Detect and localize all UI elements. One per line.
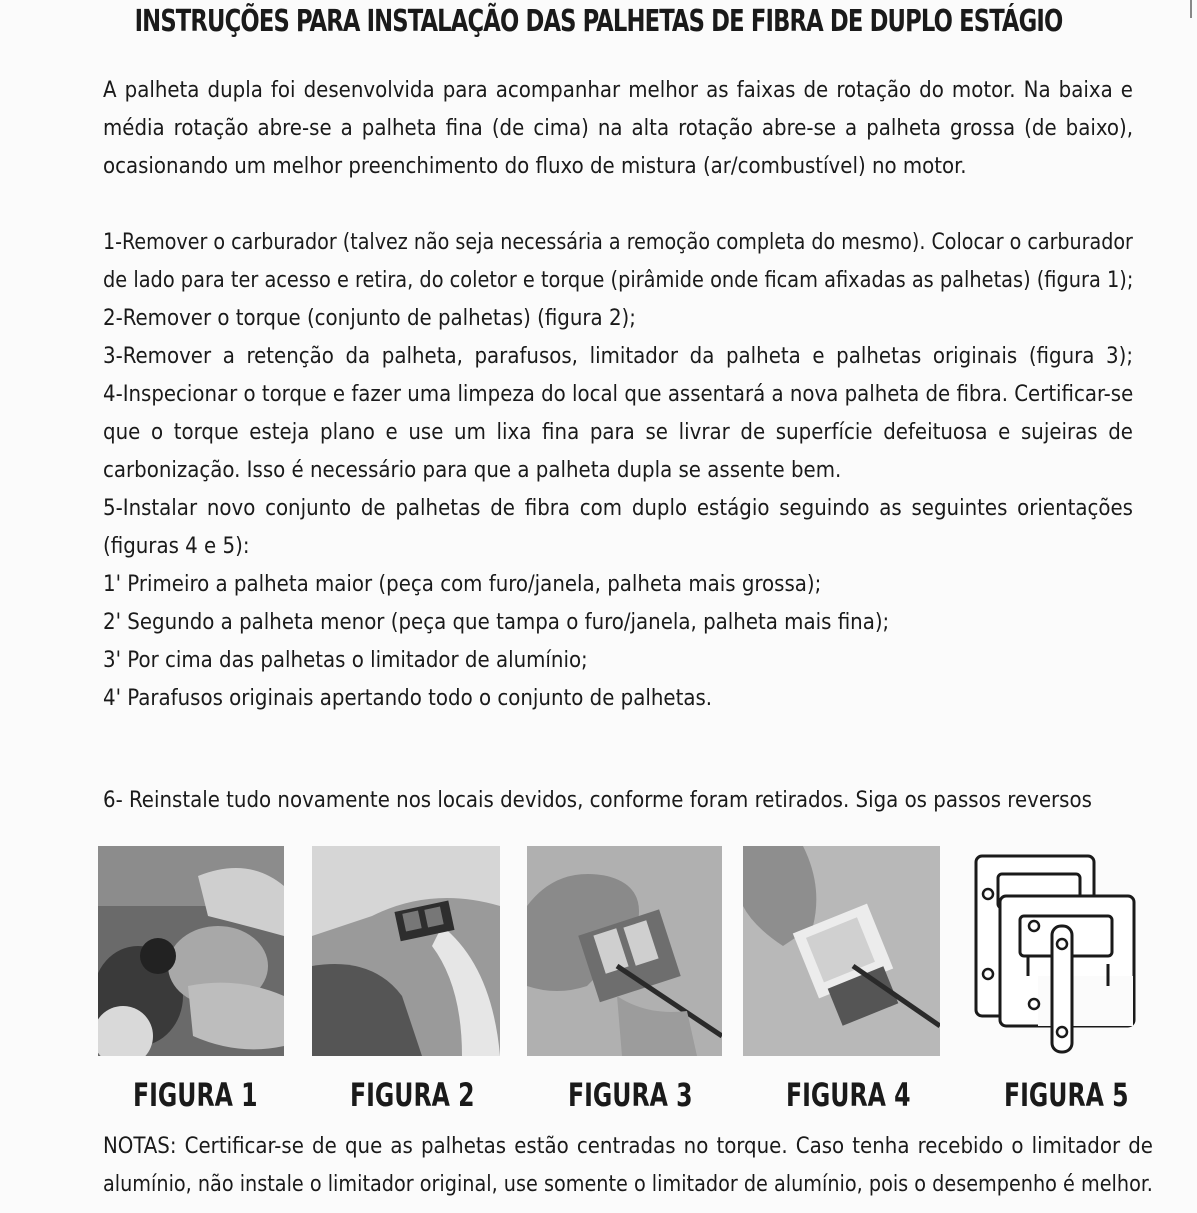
page-title: INSTRUÇÕES PARA INSTALAÇÃO DAS PALHETAS DE FIBRA DE DUPLO ESTÁGIO (134, 4, 1063, 39)
step-line: 3-Remover a retenção da palheta, parafusos, limitador da palheta e palhetas originais (figura 3); (103, 344, 1133, 369)
intro-line: média rotação abre-se a palheta fina (de cima) na alta rotação abre-se a palheta grossa (de baixo), (103, 116, 1133, 141)
step-line: 6- Reinstale tudo novamente nos locais devidos, conforme foram retirados. Siga os passos reversos (103, 788, 1092, 813)
figure-3-photo (527, 846, 722, 1056)
reed-valve-disassembly-image (527, 846, 722, 1056)
substep-line: 2' Segundo a palheta menor (peça que tampa o furo/janela, palheta mais fina); (103, 610, 890, 635)
figure-2-photo (312, 846, 500, 1056)
reed-stack-diagram (968, 846, 1146, 1056)
steps-list (103, 224, 1133, 718)
step-line: 1-Remover o carburador (talvez não seja necessária a remoção completa do mesmo). Colocar o carburador (103, 230, 1133, 255)
step-line: que o torque esteja plano e use um lixa fina para se livrar de superfície defeituosa e sujeiras de (103, 420, 1133, 445)
step-line: carbonização. Isso é necessário para que a palheta dupla se assente bem. (103, 458, 842, 483)
notes-line: NOTAS: Certificar-se de que as palhetas estão centradas no torque. Caso tenha recebido o limitador de (103, 1134, 1153, 1159)
figure-2-label: FIGURA 2 (350, 1076, 475, 1114)
step-six (103, 782, 1133, 820)
step-line: (figuras 4 e 5): (103, 534, 250, 559)
figure-3-label: FIGURA 3 (568, 1076, 693, 1114)
notes-paragraph (103, 1128, 1153, 1204)
new-reed-install-image (743, 846, 940, 1056)
figure-1-photo (98, 846, 284, 1056)
step-line: 4-Inspecionar o torque e fazer uma limpeza do local que assentará a nova palheta de fibra. Certificar-se (103, 382, 1134, 407)
figure-4-photo (743, 846, 940, 1056)
figure-5-label: FIGURA 5 (1004, 1076, 1129, 1114)
intro-line: ocasionando um melhor preenchimento do fluxo de mistura (ar/combustível) no motor. (103, 154, 967, 179)
figure-4-label: FIGURA 4 (786, 1076, 911, 1114)
figure-1-label: FIGURA 1 (133, 1076, 258, 1114)
step-line: 5-Instalar novo conjunto de palhetas de fibra com duplo estágio seguindo as seguintes orientações (103, 496, 1133, 521)
substep-line: 1' Primeiro a palheta maior (peça com furo/janela, palheta mais grossa); (103, 572, 822, 597)
scan-edge-mark (1190, 0, 1192, 18)
carburetor-removal-image (98, 846, 284, 1056)
torque-removal-image (312, 846, 500, 1056)
substep-line: 3' Por cima das palhetas o limitador de alumínio; (103, 648, 588, 673)
figures-row (0, 838, 1197, 1118)
substep-line: 4' Parafusos originais apertando todo o conjunto de palhetas. (103, 686, 713, 711)
step-line: de lado para ter acesso e retira, do coletor e torque (pirâmide onde ficam afixadas as palhetas) (figura 1); (103, 268, 1134, 293)
step-line: 2-Remover o torque (conjunto de palhetas) (figura 2); (103, 306, 636, 331)
notes-line: alumínio, não instale o limitador original, use somente o limitador de alumínio, pois o desempenho é melhor. (103, 1172, 1153, 1197)
intro-paragraph (103, 72, 1133, 186)
figure-5-diagram (968, 846, 1146, 1056)
intro-line: A palheta dupla foi desenvolvida para acompanhar melhor as faixas de rotação do motor. Na baixa e (103, 78, 1133, 103)
